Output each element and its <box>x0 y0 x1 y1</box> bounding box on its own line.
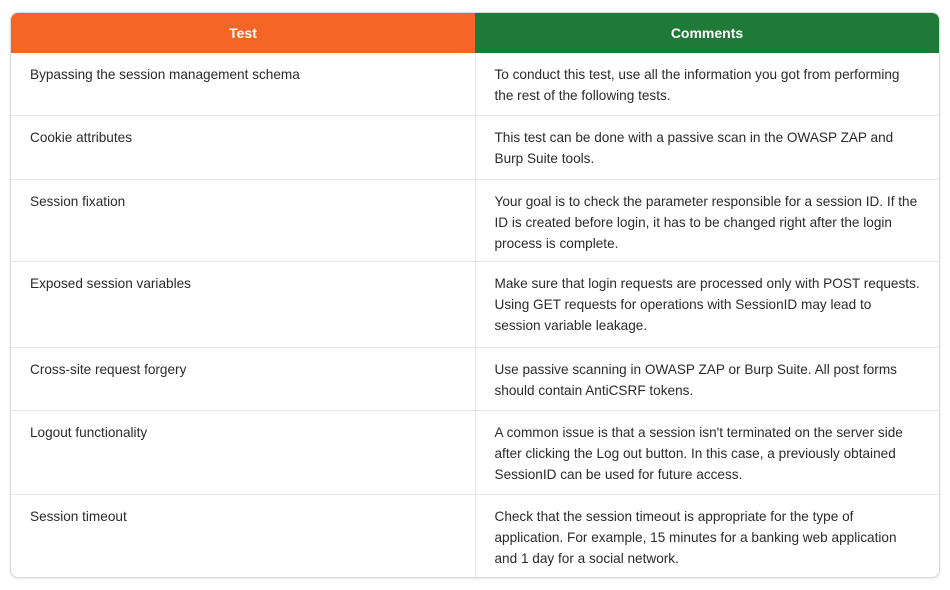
table-row <box>11 53 939 115</box>
test-comment: Use passive scanning in OWASP ZAP or Burp Suite. All post forms should contain AntiCSRF tokens. <box>475 347 939 410</box>
table-row <box>11 115 939 179</box>
test-comment: This test can be done with a passive scan in the OWASP ZAP and Burp Suite tools. <box>475 115 939 179</box>
table-row <box>11 179 939 261</box>
table-row <box>11 261 939 347</box>
test-comment: Your goal is to check the parameter responsible for a session ID. If the ID is created before login, it has to be changed right after the login process is complete. <box>475 179 939 261</box>
header-test: Test <box>11 13 475 53</box>
test-name: Session timeout <box>11 494 475 577</box>
test-name: Exposed session variables <box>11 261 475 347</box>
session-tests-table <box>10 12 940 578</box>
table-row <box>11 494 939 577</box>
header-comments: Comments <box>475 13 939 53</box>
test-comment: Check that the session timeout is appropriate for the type of application. For example, 15 minutes for a banking web application and 1 day for a social network. <box>475 494 939 577</box>
test-comment: To conduct this test, use all the information you got from performing the rest of the following tests. <box>475 53 939 115</box>
test-name: Cookie attributes <box>11 115 475 179</box>
test-name: Bypassing the session management schema <box>30 67 300 82</box>
table <box>11 13 939 577</box>
test-comment: Make sure that login requests are processed only with POST requests. Using GET requests for operations with SessionID may lead to session variable leakage. <box>475 261 939 347</box>
header-row <box>11 13 939 53</box>
test-name: Cross-site request forgery <box>11 347 475 410</box>
table-row <box>11 410 939 494</box>
test-comment: A common issue is that a session isn't terminated on the server side after clicking the Log out button. In this case, a previously obtained SessionID can be used for future access. <box>475 410 939 494</box>
table-header <box>11 13 939 53</box>
table-row <box>11 347 939 410</box>
test-name: Logout functionality <box>11 410 475 494</box>
table-body <box>11 53 939 577</box>
test-name: Session fixation <box>11 179 475 261</box>
